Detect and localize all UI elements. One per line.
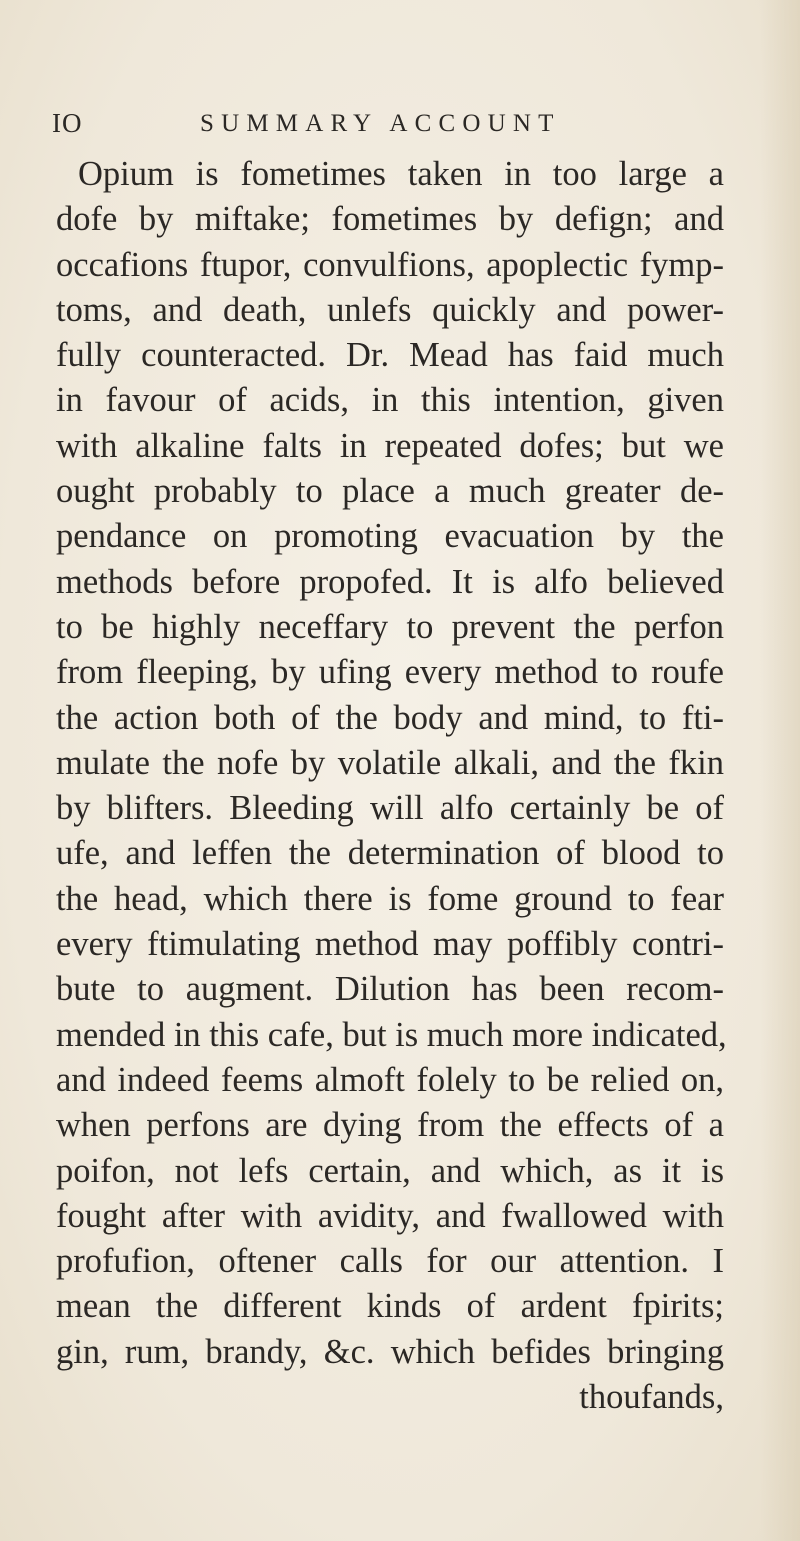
text-line: methods before propofed. It is alfo believed	[56, 562, 724, 601]
text-line: bute to augment. Dilution has been recom-	[56, 970, 724, 1009]
catchword: thoufands,	[579, 1378, 724, 1417]
text-line: the head, which there is fome ground to fear	[56, 879, 724, 918]
text-line: poifon, not lefs certain, and which, as it is	[56, 1151, 724, 1190]
text-line: Opium is fometimes taken in too large a	[78, 155, 724, 193]
text-line: the action both of the body and mind, to fti-	[56, 698, 724, 737]
text-line: mended in this cafe, but is much more indicated,	[56, 1015, 727, 1054]
text-line: to be highly neceffary to prevent the perfon	[56, 607, 724, 646]
running-head: SUMMARY ACCOUNT	[200, 110, 561, 137]
text-line: when perfons are dying from the effects of a	[56, 1106, 724, 1145]
text-line: every ftimulating method may poffibly contri-	[56, 925, 724, 964]
page-edge-shadow	[760, 0, 800, 1541]
text-line: from fleeping, by ufing every method to roufe	[56, 653, 724, 692]
page-header	[52, 108, 732, 148]
page-number: IO	[52, 108, 83, 138]
text-line: ought probably to place a much greater de-	[56, 472, 724, 511]
text-line: profufion, oftener calls for our attention. I	[56, 1242, 724, 1281]
text-line: in favour of acids, in this intention, given	[56, 381, 724, 420]
text-line: mean the different kinds of ardent fpirits;	[56, 1287, 724, 1326]
body-text	[56, 152, 727, 1420]
text-line: by blifters. Bleeding will alfo certainly be of	[56, 789, 724, 828]
text-line: pendance on promoting evacuation by the	[56, 517, 724, 556]
text-line: mulate the nofe by volatile alkali, and the fkin	[56, 743, 724, 782]
text-line: gin, rum, brandy, &c. which befides bringing	[56, 1332, 724, 1371]
text-line: fully counteracted. Dr. Mead has faid much	[56, 336, 724, 375]
text-line: toms, and death, unlefs quickly and power-	[56, 290, 724, 329]
text-line: fought after with avidity, and fwallowed with	[56, 1196, 724, 1235]
text-line: and indeed feems almoft folely to be relied on,	[56, 1060, 724, 1099]
text-line: dofe by miftake; fometimes by defign; and	[56, 200, 724, 239]
text-line: with alkaline falts in repeated dofes; but we	[56, 426, 724, 465]
text-line: ufe, and leffen the determination of blood to	[56, 834, 724, 873]
text-line: occafions ftupor, convulfions, apoplectic fymp-	[56, 245, 724, 284]
